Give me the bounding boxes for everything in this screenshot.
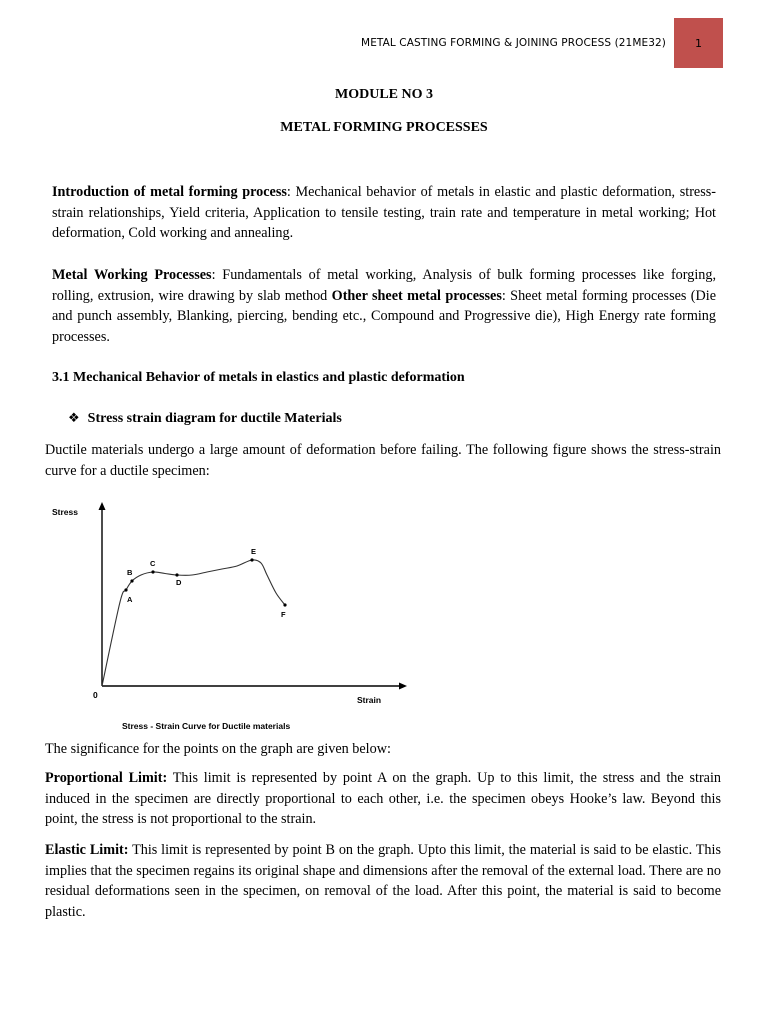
intro-label: Introduction of metal forming process — [52, 184, 287, 200]
point-e-label: E — [251, 547, 257, 556]
y-axis-arrow — [99, 502, 106, 510]
elastic-limit-label: Elastic Limit: — [45, 842, 129, 858]
section-heading: 3.1 Mechanical Behavior of metals in elastics and plastic deformation — [52, 370, 465, 385]
working-paragraph — [52, 265, 716, 348]
point-c-label: C — [150, 559, 156, 568]
point-f-label: F — [281, 610, 286, 619]
intro-paragraph — [52, 182, 716, 244]
chart-caption: Stress - Strain Curve for Ductile materials — [122, 721, 291, 731]
elastic-limit-paragraph — [45, 840, 721, 923]
point-d-label: D — [176, 578, 182, 587]
proportional-limit-paragraph — [45, 768, 721, 830]
working-label-2: Other sheet metal processes — [331, 287, 502, 304]
point-c-marker — [151, 570, 154, 573]
stress-strain-curve — [102, 560, 285, 686]
significance-text: The significance for the points on the graph are given below: — [45, 741, 391, 757]
point-a-label: A — [127, 595, 133, 604]
ductile-intro-paragraph: Ductile materials undergo a large amount of deformation before failing. The following figure shows the stress-strain curve for a ductile specimen: — [45, 442, 721, 479]
x-axis-arrow — [399, 683, 407, 690]
working-text-1: : Fundamentals of metal working, Analysis of bulk forming processes like forging, rolling, extrusion, wire drawing by slab method — [52, 267, 716, 304]
point-a-marker — [124, 588, 127, 591]
page-number-badge: 1 — [674, 18, 723, 68]
x-axis-label: Strain — [357, 695, 382, 705]
stress-strain-chart — [40, 495, 420, 740]
intro-text: : Mechanical behavior of metals in elastic and plastic deformation, stress-strain relationships, Yield criteria, Application to tensile testing, train rate and temperature in metal working; Hot deformation, Cold working and annealing. — [52, 184, 716, 242]
module-number: MODULE NO 3 — [335, 87, 433, 102]
working-label: Metal Working Processes — [52, 267, 212, 283]
point-f-marker — [283, 603, 286, 606]
curve-points — [124, 547, 286, 619]
bullet-text: Stress strain diagram for ductile Materials — [87, 411, 342, 426]
origin-label: 0 — [93, 690, 98, 700]
header-title: METAL CASTING FORMING & JOINING PROCESS (21ME32) — [361, 37, 666, 49]
elastic-limit-text: This limit is represented by point B on the graph. Upto this limit, the material is said to be elastic. This implies that the specimen regains its original shape and dimensions after the removal of the external load. There are no residual deformations seen in the specimen, on removal of the load. After this point, the material is said to become plastic. — [45, 842, 721, 921]
module-title: METAL FORMING PROCESSES — [280, 120, 488, 135]
proportional-limit-label: Proportional Limit: — [45, 770, 168, 786]
point-b-label: B — [127, 568, 133, 577]
bullet-heading — [68, 411, 342, 427]
diamond-bullet-icon: ❖ — [68, 411, 80, 426]
y-axis-label: Stress — [52, 507, 78, 517]
point-e-marker — [250, 558, 253, 561]
point-d-marker — [175, 573, 178, 576]
working-text-2: : Sheet metal forming processes (Die and punch assembly, Blanking, piercing, bending etc., Compound and Progressive die), High Energy rate forming processes. — [52, 287, 716, 346]
point-b-marker — [130, 579, 133, 582]
proportional-limit-text: This limit is represented by point A on the graph. Up to this limit, the stress and the strain induced in the specimen are directly proportional to each other, i.e. the specimen obeys Hooke’s law. Beyond this point, the stress is not proportional to the strain. — [45, 770, 722, 828]
